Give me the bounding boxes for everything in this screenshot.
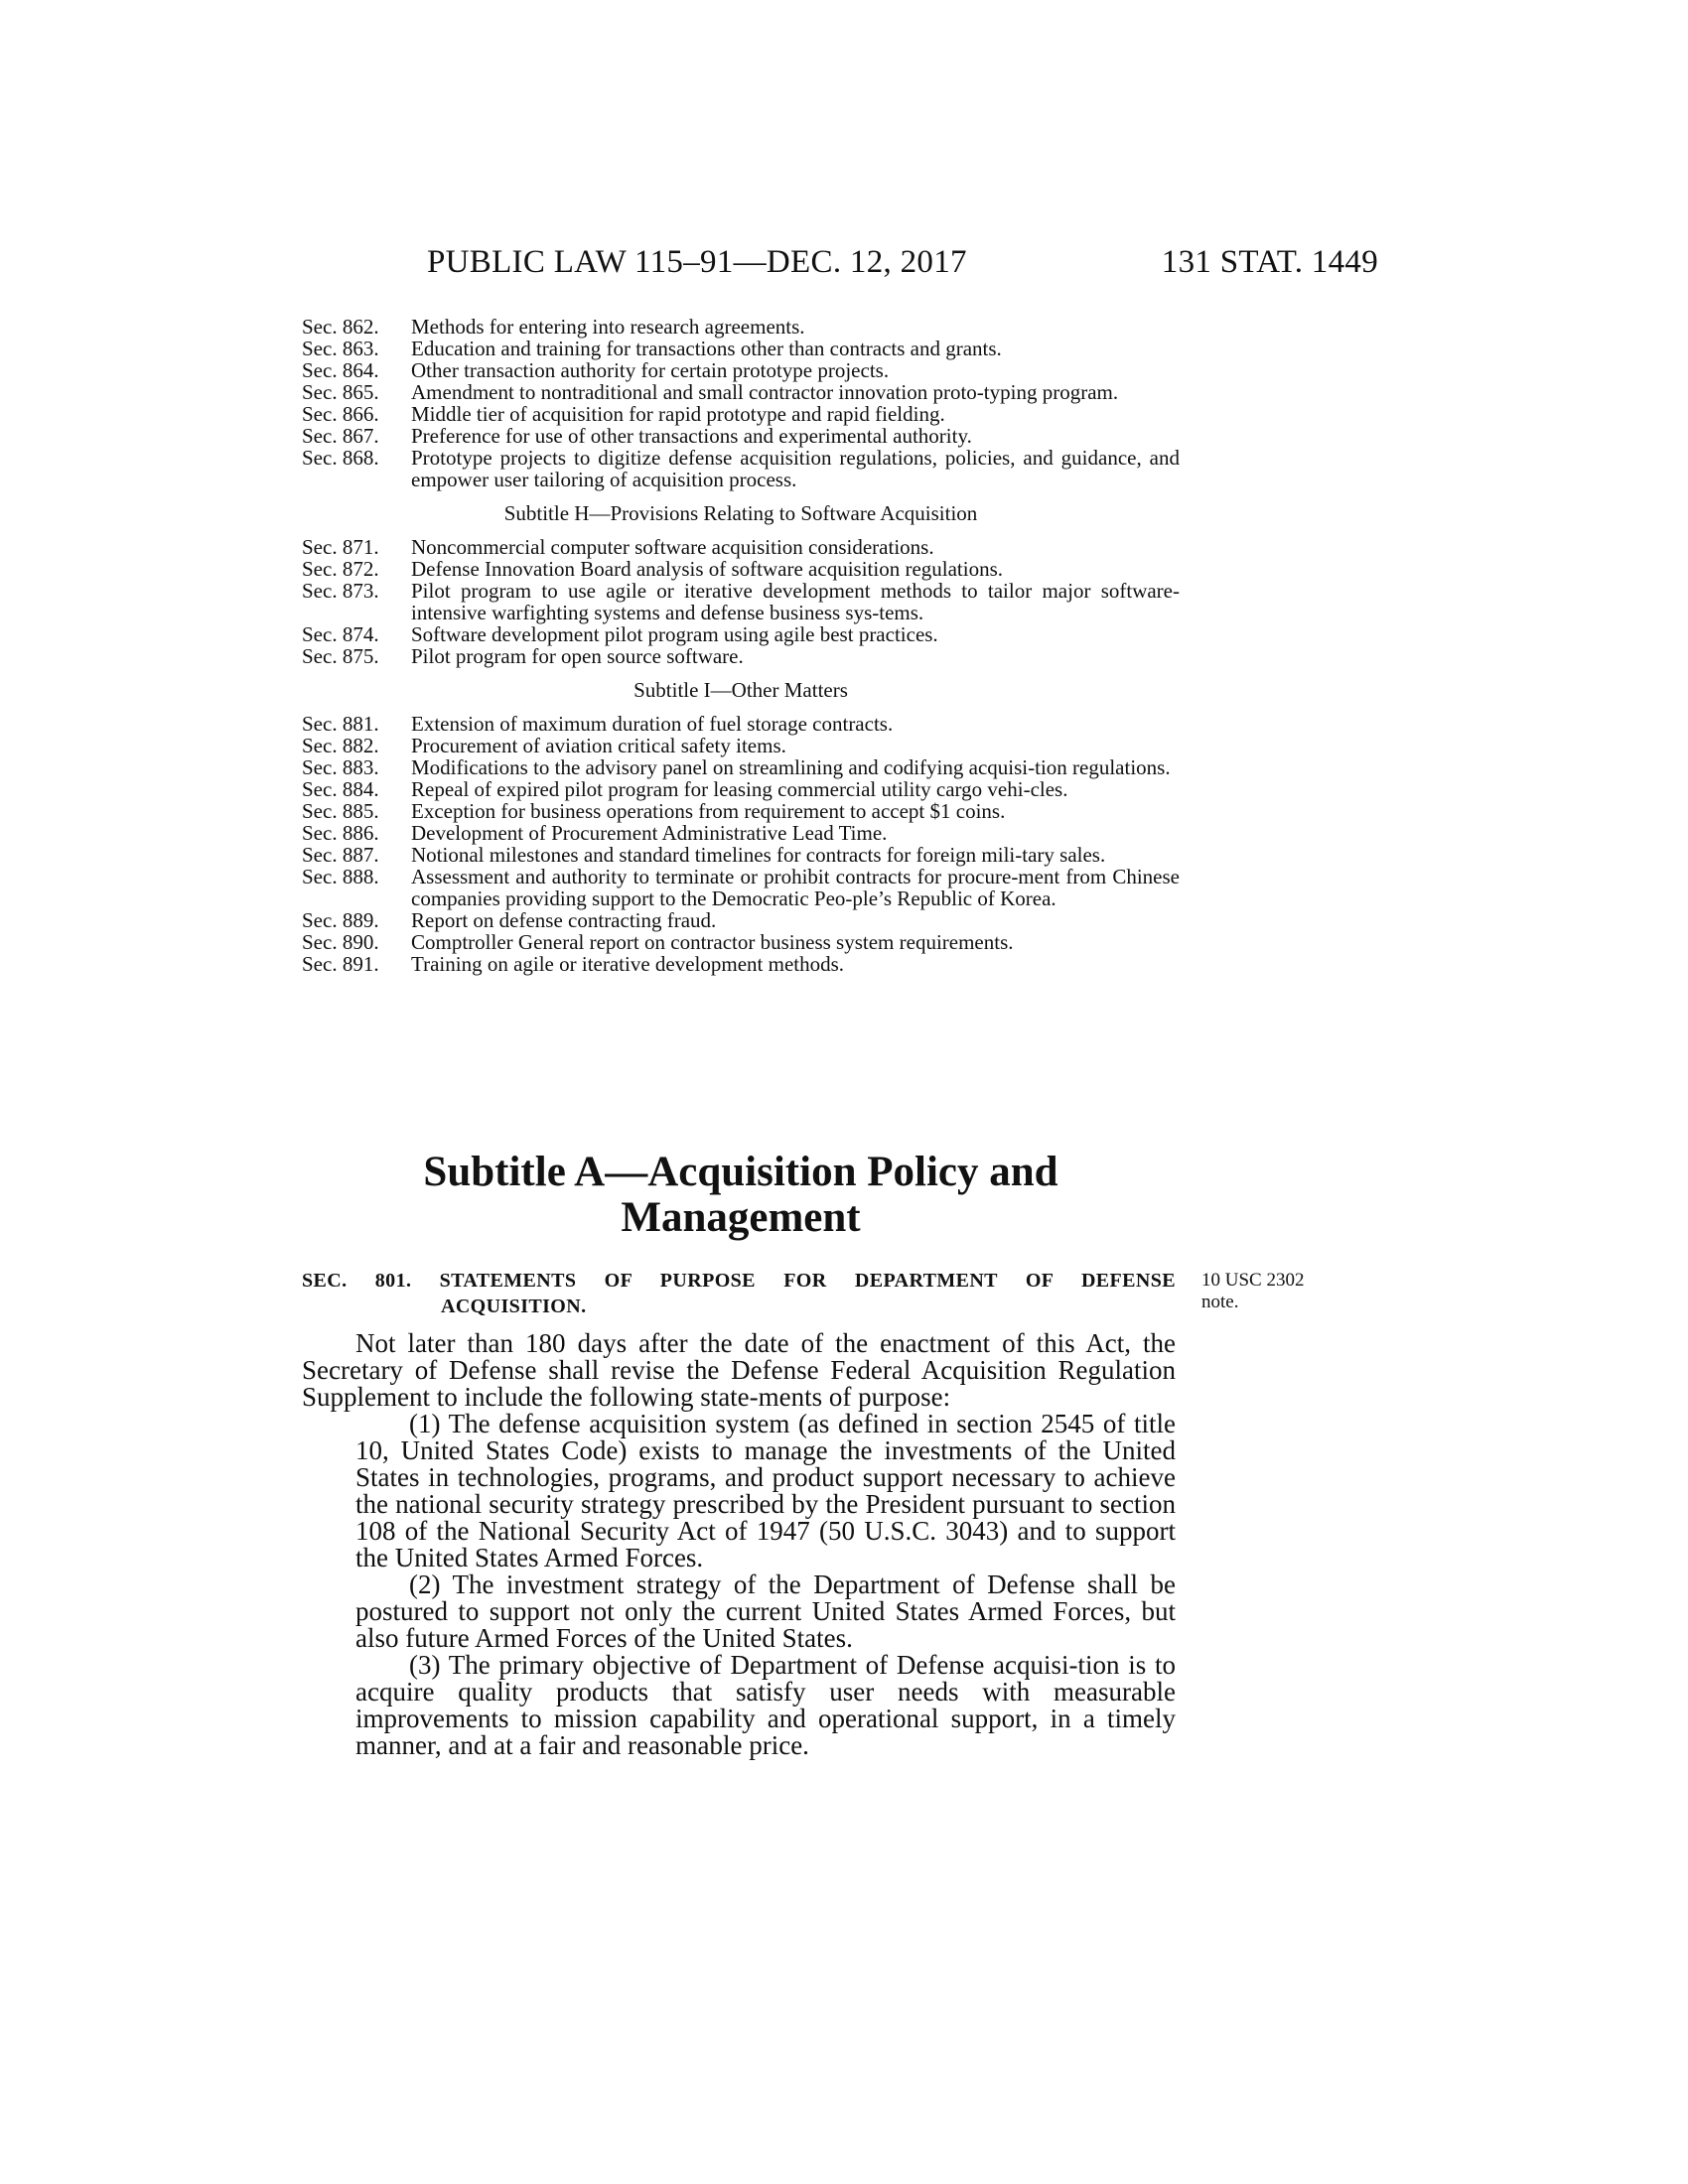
toc-section-title: Methods for entering into research agreements.	[411, 315, 805, 339]
toc-item	[302, 735, 1180, 756]
toc-section-number: Sec. 868.	[302, 446, 379, 470]
section-801-body	[302, 1330, 1176, 1759]
toc-group-h	[302, 536, 1180, 667]
toc-section-title: Training on agile or iterative development methods.	[411, 952, 845, 976]
toc-section-title: Education and training for transactions other than contracts and grants.	[411, 337, 1002, 360]
toc-section-number: Sec. 882.	[302, 734, 379, 757]
toc-section-number: Sec. 871.	[302, 535, 379, 559]
toc-section-number: Sec. 888.	[302, 865, 379, 888]
section-801-paragraph-3: (3) The primary objective of Department of Defense acquisi-tion is to acquire quality products that satisfy user needs with measurable improvements to mission capability and operational support, in a timely manner, and at a fair and reasonable price.	[355, 1650, 1176, 1760]
toc-section-title: Pilot program for open source software.	[411, 644, 744, 668]
toc-section-number: Sec. 887.	[302, 843, 379, 867]
toc-section-number: Sec. 873.	[302, 579, 379, 603]
toc-item	[302, 447, 1180, 490]
subtitle-a-heading	[302, 1150, 1180, 1241]
section-801-heading	[302, 1268, 1176, 1319]
toc-section-number: Sec. 863.	[302, 337, 379, 360]
toc-section-number: Sec. 883.	[302, 755, 379, 779]
public-law-title: PUBLIC LAW 115–91—DEC. 12, 2017	[427, 244, 967, 280]
toc-section-title: Prototype projects to digitize defense acquisition regulations, policies, and guidance, and empower user tailoring of acquisition process.	[411, 446, 1180, 491]
toc-item	[302, 822, 1180, 844]
toc-section-title: Defense Innovation Board analysis of software acquisition regulations.	[411, 557, 1004, 581]
toc-item	[302, 338, 1180, 359]
toc-item	[302, 381, 1180, 403]
toc-section-number: Sec. 862.	[302, 315, 379, 339]
toc-item	[302, 756, 1180, 778]
margin-note-label: note.	[1201, 1292, 1239, 1312]
toc-item	[302, 931, 1180, 953]
section-801-paragraph-2: (2) The investment strategy of the Department of Defense shall be postured to support not only the current United States Armed Forces, but also future Armed Forces of the United States.	[355, 1570, 1176, 1653]
section-801-heading-line2: ACQUISITION.	[441, 1296, 587, 1317]
stat-page-number: 131 STAT. 1449	[1161, 244, 1378, 280]
toc-subtitle-i: Subtitle I—Other Matters	[633, 678, 848, 702]
toc-item	[302, 558, 1180, 580]
toc-item	[302, 713, 1180, 735]
toc-item	[302, 359, 1180, 381]
toc-section-title: Extension of maximum duration of fuel storage contracts.	[411, 712, 894, 736]
toc-section-title: Amendment to nontraditional and small contractor innovation proto-typing program.	[411, 380, 1119, 404]
toc-section-number: Sec. 864.	[302, 358, 379, 382]
toc-section-number: Sec. 881.	[302, 712, 379, 736]
toc-item	[302, 425, 1180, 447]
toc-section-number: Sec. 867.	[302, 424, 379, 448]
toc-section-number: Sec. 866.	[302, 402, 379, 426]
toc-group-i	[302, 713, 1180, 975]
subtitle-a-line2: Management	[621, 1194, 861, 1241]
toc-item	[302, 580, 1180, 623]
toc-section-title: Procurement of aviation critical safety items.	[411, 734, 786, 757]
toc-section-title: Development of Procurement Administrative Lead Time.	[411, 821, 888, 845]
toc-group-g	[302, 316, 1180, 490]
margin-note-citation: 10 USC 2302	[1201, 1270, 1305, 1291]
toc-section-title: Pilot program to use agile or iterative development methods to tailor major software-intensive warfighting systems and defense business sys-tems.	[411, 579, 1180, 624]
section-801-heading-line1: SEC. 801. STATEMENTS OF PURPOSE FOR DEPARTMENT OF DEFENSE	[302, 1270, 1176, 1292]
running-head	[427, 244, 1378, 292]
subtitle-a-line1: Subtitle A—Acquisition Policy and	[423, 1149, 1058, 1195]
toc-section-title: Other transaction authority for certain prototype projects.	[411, 358, 890, 382]
toc-section-number: Sec. 872.	[302, 557, 379, 581]
toc-item	[302, 316, 1180, 338]
section-801-paragraph-1: (1) The defense acquisition system (as defined in section 2545 of title 10, United States Code) exists to manage the investments of the United States in technologies, programs, and product support necessary to achieve the national security strategy prescribed by the President pursuant to section 108 of the National Security Act of 1947 (50 U.S.C. 3043) and to support the United States Armed Forces.	[355, 1409, 1176, 1572]
toc-item	[302, 623, 1180, 645]
toc-section-number: Sec. 890.	[302, 930, 379, 954]
toc-section-number: Sec. 874.	[302, 622, 379, 646]
toc-item	[302, 778, 1180, 800]
toc-section-title: Repeal of expired pilot program for leasing commercial utility cargo vehi-cles.	[411, 777, 1068, 801]
table-of-contents	[302, 316, 1180, 975]
toc-section-title: Comptroller General report on contractor business system requirements.	[411, 930, 1014, 954]
toc-section-title: Middle tier of acquisition for rapid prototype and rapid fielding.	[411, 402, 945, 426]
toc-item	[302, 953, 1180, 975]
toc-section-number: Sec. 891.	[302, 952, 379, 976]
toc-section-number: Sec. 865.	[302, 380, 379, 404]
toc-section-title: Report on defense contracting fraud.	[411, 908, 717, 932]
toc-section-title: Software development pilot program using agile best practices.	[411, 622, 938, 646]
toc-section-title: Assessment and authority to terminate or prohibit contracts for procure-ment from Chinese companies providing support to the Democratic Peo-ple’s Republic of Korea.	[411, 865, 1180, 910]
toc-section-title: Exception for business operations from requirement to accept $1 coins.	[411, 799, 1006, 823]
toc-section-title: Noncommercial computer software acquisition considerations.	[411, 535, 934, 559]
section-801-intro: Not later than 180 days after the date of the enactment of this Act, the Secretary of Defense shall revise the Defense Federal Acquisition Regulation Supplement to include the following state-ments of purpose:	[302, 1328, 1176, 1412]
toc-item	[302, 844, 1180, 866]
toc-item	[302, 403, 1180, 425]
toc-item	[302, 536, 1180, 558]
toc-section-title: Modifications to the advisory panel on streamlining and codifying acquisi-tion regulations.	[411, 755, 1171, 779]
toc-section-title: Notional milestones and standard timelines for contracts for foreign mili-tary sales.	[411, 843, 1106, 867]
toc-section-number: Sec. 886.	[302, 821, 379, 845]
toc-subtitle-h: Subtitle H—Provisions Relating to Software Acquisition	[503, 501, 978, 525]
toc-section-title: Preference for use of other transactions and experimental authority.	[411, 424, 972, 448]
toc-section-number: Sec. 884.	[302, 777, 379, 801]
toc-item	[302, 866, 1180, 909]
toc-section-number: Sec. 885.	[302, 799, 379, 823]
toc-section-number: Sec. 875.	[302, 644, 379, 668]
toc-item	[302, 800, 1180, 822]
toc-section-number: Sec. 889.	[302, 908, 379, 932]
margin-note	[1201, 1270, 1340, 1313]
toc-item	[302, 645, 1180, 667]
toc-item	[302, 909, 1180, 931]
